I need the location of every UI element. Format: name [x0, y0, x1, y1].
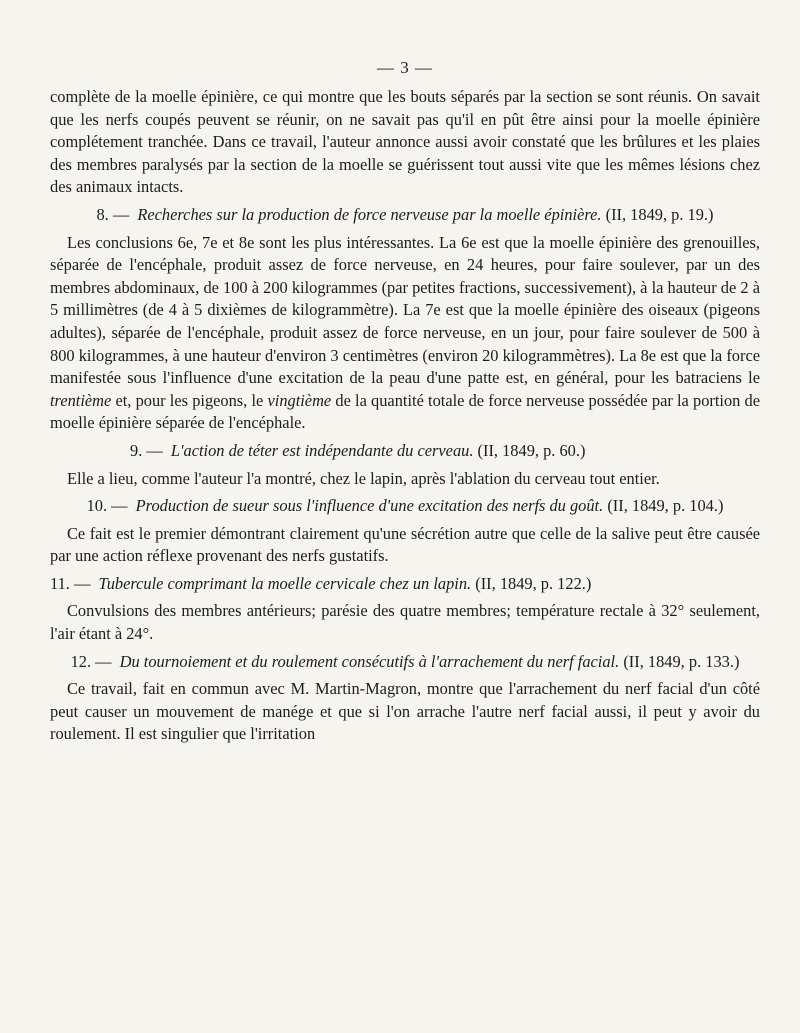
entry-8: [50, 204, 760, 435]
entry-number: 12. —: [70, 651, 112, 671]
entry-title: Du tournoiement et du roulement consécutifs à l'arrachement du nerf facial.: [119, 651, 620, 671]
entry-title: Production de sueur sous l'influence d'une excitation des nerfs du goût.: [135, 496, 604, 516]
entry-reference: (II, 1849, p. 104.): [607, 496, 724, 516]
entry-body: Ce fait est le premier démontrant clairement qu'une sécrétion autre que celle de la salive peut être causée par une action réflexe provenant des nerfs gustatifs.: [50, 523, 760, 566]
entry-number: 11. —: [50, 573, 91, 593]
entry-heading: [50, 573, 760, 596]
entry-body: Elle a lieu, comme l'auteur l'a montré, chez le lapin, après l'ablation du cerveau tout entier.: [67, 468, 660, 488]
entry-number: 8. —: [96, 204, 130, 224]
entry-title: Recherches sur la production de force nerveuse par la moelle épinière.: [137, 204, 602, 224]
entry-body: [50, 232, 760, 435]
entry-body: Ce travail, fait en commun avec M. Martin-Magron, montre que l'arrachement du nerf facial d'un côté peut causer un mouvement de manége et que si l'on arrache l'autre nerf facial aussi, il peut y avoir du roulement. Il est singulier que l'irritation: [50, 679, 760, 744]
page-number: — 3 —: [377, 58, 433, 77]
entry-reference: (II, 1849, p. 122.): [475, 573, 592, 593]
body-text: Les conclusions 6e, 7e et 8e sont les plus intéressantes. La 6e est que la moelle épinière des grenouilles, séparée de l'encéphale, produit assez de force nerveuse, en 24 heures, pour faire soulever, par un des membres abdominaux, de 100 à 200 kilogrammes (par petites fractions, successivement), à la hauteur de 2 à 5 millimètres (de 4 à 5 dixièmes de kilogrammètre). La 7e est que la moelle épinière des oiseaux (pigeons adultes), séparée de l'encéphale, produit assez de force nerveuse, en un jour, pour faire soulever de 500 à 800 kilogrammes, à une hauteur d'environ 3 centimètres (environ 20 kilogrammètres). La 8e est que la force manifestée sous l'influence d'une excitation de la peau d'une patte est, en général, pour les batraciens le: [50, 232, 760, 388]
continuation-paragraph: complète de la moelle épinière, ce qui montre que les bouts séparés par la section se sont réunis. On savait que les nerfs coupés peuvent se réunir, on ne savait pas qu'il en pût être ainsi pour la moelle épinière complétement tranchée. Dans ce travail, l'auteur annonce aussi avoir constaté que les brûlures et les plaies des membres paralysés par la section de la moelle se guérissent tout aussi vite que les mêmes lésions chez des animaux intacts.: [50, 87, 760, 197]
entry-9: [50, 440, 760, 490]
entry-heading: [50, 651, 760, 674]
entry-number: 9. —: [130, 440, 163, 460]
entry-10: [50, 495, 760, 568]
entry-11: [50, 573, 760, 646]
entry-reference: (II, 1849, p. 60.): [477, 440, 586, 460]
entry-heading: [50, 204, 760, 227]
entry-reference: (II, 1849, p. 19.): [605, 204, 714, 224]
body-text: et, pour les pigeons, le: [111, 390, 268, 410]
body-emphasis: vingtième: [267, 390, 332, 410]
entry-12: [50, 651, 760, 746]
entry-reference: (II, 1849, p. 133.): [623, 651, 740, 671]
entry-number: 10. —: [86, 496, 128, 516]
entry-heading: [50, 495, 760, 518]
entry-title: L'action de téter est indépendante du cerveau.: [170, 440, 474, 460]
entry-heading: [50, 440, 760, 463]
body-text: de la quantité totale de force nerveuse possédée par la portion de moelle épinière séparée de l'encéphale.: [50, 390, 760, 433]
entry-body: Convulsions des membres antérieurs; parésie des quatre membres; température rectale à 32° seulement, l'air étant à 24°.: [50, 601, 760, 644]
body-emphasis: trentième: [50, 390, 112, 410]
entry-title: Tubercule comprimant la moelle cervicale chez un lapin.: [98, 573, 472, 593]
